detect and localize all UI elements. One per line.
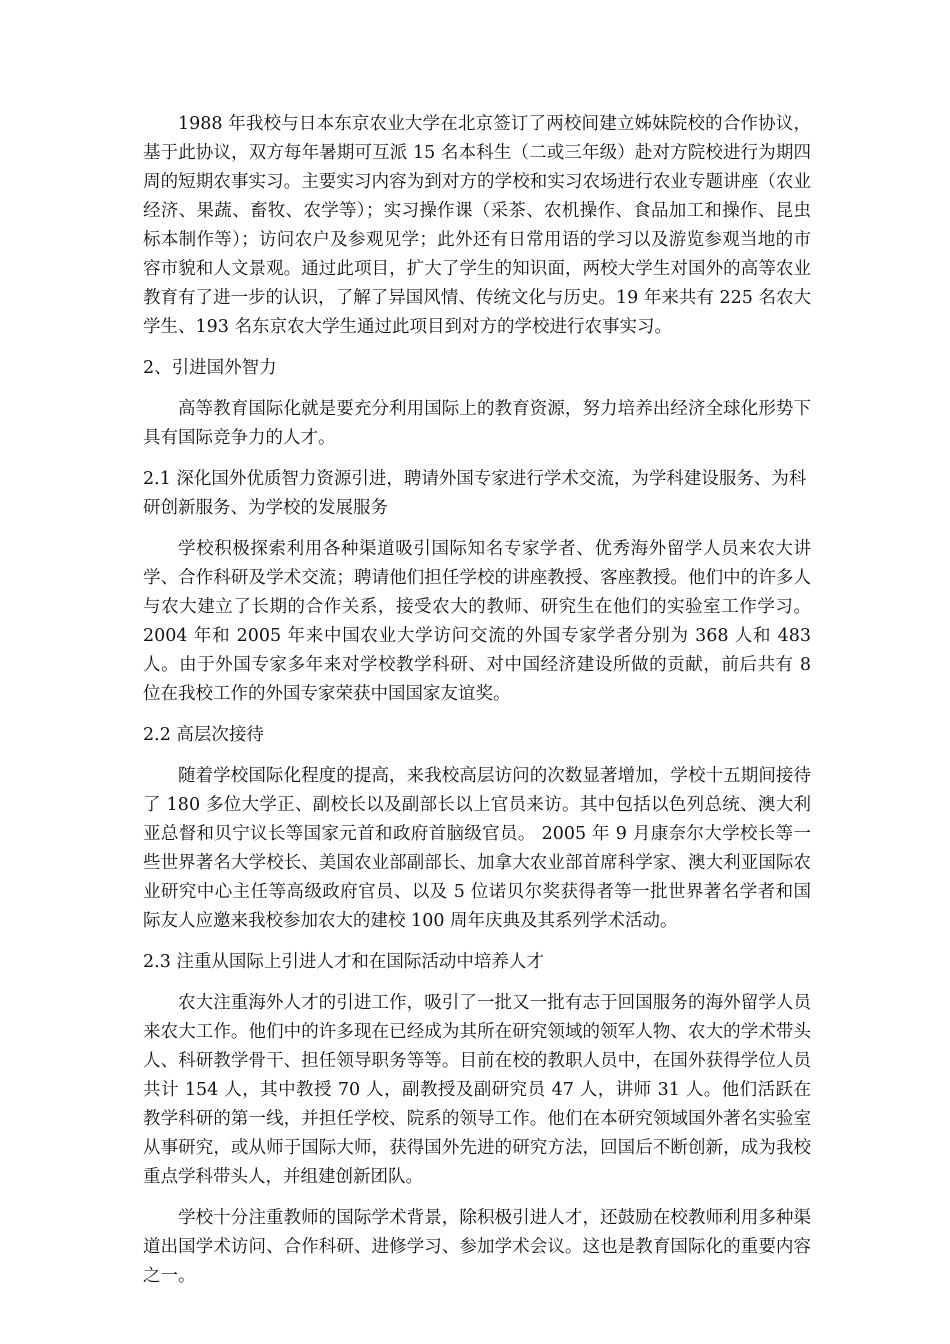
paragraph-high-level-visits: 随着学校国际化程度的提高，来我校高层访问的次数显著增加，学校十五期间接待了 180 多位大学正、副校长以及副部长以上官员来访。其中包括以色列总统、澳大利亚总督和贝宁议长等国家元首和政府首脑级官员。 2005 年 9 月康奈尔大学校长等一些世界著名大学校长、美国农业部副部长、加拿大农业部首席科学家、澳大利亚国际农业研究中心主任等高级政府官员、以及 5 位诺贝尔奖获得者等一批世界著名学者和国际友人应邀来我校参加农大的建校 100 周年庆典及其系列学术活动。 <box>143 766 811 931</box>
section-heading-2: 2、引进国外智力 <box>143 358 277 378</box>
paragraph-foreign-experts: 学校积极探索利用各种渠道吸引国际知名专家学者、优秀海外留学人员来农大讲学、合作科研及学术交流；聘请他们担任学校的讲座教授、客座教授。他们中的许多人与农大建立了长期的合作关系，接受农大的教师、研究生在他们的实验室工作学习。2004 年和 2005 年来中国农业大学访问交流的外国专家学者分别为 368 人和 483 人。由于外国专家多年来对学校教学科研、对中国经济建设所做的贡献，前后共有 8 位在我校工作的外国专家荣获中国国家友谊奖。 <box>143 539 811 704</box>
paragraph-sister-school-agreement: 1988 年我校与日本东京农业大学在北京签订了两校间建立姊妹院校的合作协议，基于此协议，双方每年暑期可互派 15 名本科生（二或三年级）赴对方院校进行为期四周的短期农事实习。主要实习内容为到对方的学校和实习农场进行农业专题讲座（农业经济、果蔬、畜牧、农学等）；实习操作课（采茶、农机操作、食品加工和操作、昆虫标本制作等）；访问农户及参观见学；此外还有日常用语的学习以及游览参观当地的市容市貌和人文景观。通过此项目，扩大了学生的知识面，两校大学生对国外的高等农业教育有了进一步的认识，了解了异国风情、传统文化与历史。19 年来共有 225 名农大学生、193 名东京农大学生通过此项目到对方的学校进行农事实习。 <box>143 114 811 337</box>
paragraph-academic-background: 学校十分注重教师的国际学术背景，除积极引进人才，还鼓励在校教师利用多种渠道出国学术访问、合作科研、进修学习、参加学术会议。这也是教育国际化的重要内容之一。 <box>143 1208 811 1286</box>
paragraph-talent-introduction: 农大注重海外人才的引进工作，吸引了一批又一批有志于回国服务的海外留学人员来农大工作。他们中的许多现在已经成为其所在研究领域的领军人物、农大的学术带头人、科研教学骨干、担任领导职务等等。目前在校的教职人员中，在国外获得学位人员共计 154 人，其中教授 70 人，副教授及副研究员 47 人，讲师 31 人。他们活跃在教学科研的第一线，并担任学校、院系的领导工作。他们在本研究领域国外著名实验室从事研究，或从师于国际大师，获得国外先进的研究方法，回国后不断创新，成为我校重点学科带头人，并组建创新团队。 <box>143 993 811 1187</box>
document-page <box>143 110 811 1303</box>
section-heading-2-3: 2.3 注重从国际上引进人才和在国际活动中培养人才 <box>143 952 544 972</box>
section-heading-2-1: 2.1 深化国外优质智力资源引进，聘请外国专家进行学术交流，为学科建设服务、为科研创新服务、为学校的发展服务 <box>143 469 807 518</box>
paragraph-internationalization: 高等教育国际化就是要充分利用国际上的教育资源，努力培养出经济全球化形势下具有国际竞争力的人才。 <box>143 399 811 448</box>
section-heading-2-2: 2.2 高层次接待 <box>143 725 264 745</box>
